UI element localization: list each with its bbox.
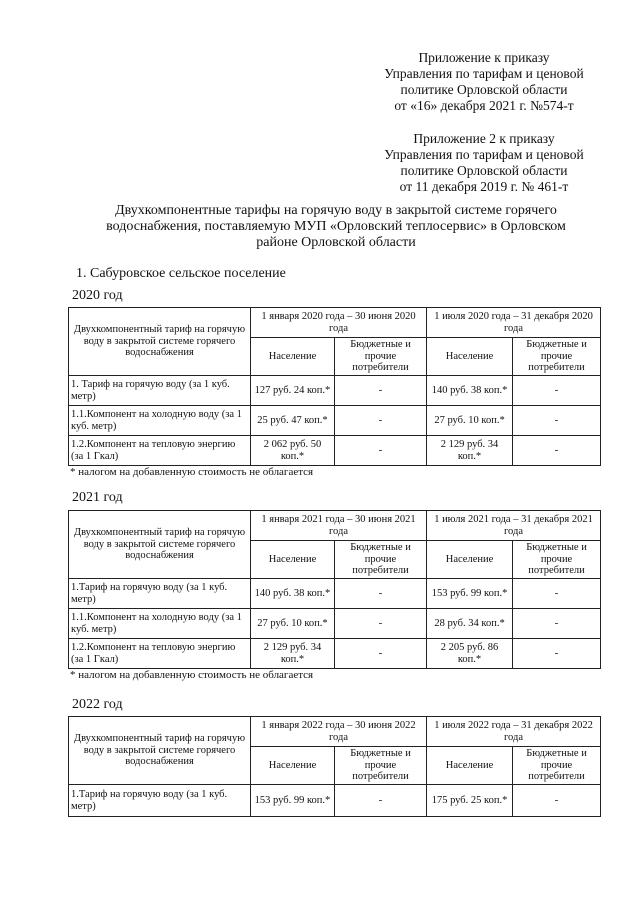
cell-population: 25 руб. 47 коп.* (251, 406, 335, 436)
table-row (69, 785, 601, 817)
cell-population: 153 руб. 99 коп.* (427, 579, 513, 609)
vat-note: * налогом на добавленную стоимость не облагается (70, 466, 314, 478)
cell-population: 127 руб. 24 коп.* (251, 376, 335, 406)
cell-population: 27 руб. 10 коп.* (427, 406, 513, 436)
cell-budget: - (513, 436, 601, 466)
header-main: Двухкомпонентный тариф на горячую воду в закрытой системе горячего водоснабжения (69, 717, 251, 785)
cell-population: 153 руб. 99 коп.* (251, 785, 335, 817)
header-period-2: 1 июля 2021 года – 31 декабря 2021 года (427, 511, 601, 541)
row-name: 1.1.Компонент на холодную воду (за 1 куб. метр) (69, 406, 251, 436)
cell-budget: - (335, 406, 427, 436)
table-row (69, 406, 601, 436)
section-heading: 1. Сабуровское сельское поселение (76, 266, 286, 281)
header-period-1: 1 января 2020 года – 30 июня 2020 года (251, 308, 427, 338)
row-name: 1.1.Компонент на холодную воду (за 1 куб. метр) (69, 609, 251, 639)
cell-budget: - (513, 785, 601, 817)
header-period-1: 1 января 2022 года – 30 июня 2022 года (251, 717, 427, 747)
table-row (69, 436, 601, 466)
header-line: Приложение 2 к приказу (413, 131, 555, 146)
cell-population: 140 руб. 38 коп.* (251, 579, 335, 609)
header-budget: Бюджетные и прочие потребители (513, 747, 601, 785)
title-line: районе Орловской области (256, 235, 416, 250)
row-name: 1.Тариф на горячую воду (за 1 куб. метр) (69, 785, 251, 817)
vat-note: * налогом на добавленную стоимость не облагается (70, 669, 314, 681)
header-population: Население (427, 541, 513, 579)
year-heading: 2022 год (72, 697, 123, 712)
table-row (69, 579, 601, 609)
cell-budget: - (335, 609, 427, 639)
cell-budget: - (513, 639, 601, 669)
header-line: политике Орловской области (400, 163, 568, 178)
title-line: Двухкомпонентные тарифы на горячую воду в закрытой системе горячего (115, 203, 557, 218)
header-line: Управления по тарифам и ценовой (384, 66, 584, 81)
header-main: Двухкомпонентный тариф на горячую воду в закрытой системе горячего водоснабжения (69, 308, 251, 376)
cell-budget: - (335, 436, 427, 466)
cell-population: 28 руб. 34 коп.* (427, 609, 513, 639)
cell-population: 140 руб. 38 коп.* (427, 376, 513, 406)
annex-2-header (364, 131, 604, 195)
cell-budget: - (513, 406, 601, 436)
cell-budget: - (513, 579, 601, 609)
cell-population: 2 129 руб. 34 коп.* (427, 436, 513, 466)
header-population: Население (251, 338, 335, 376)
tariff-table-2021 (68, 510, 601, 669)
header-line: от «16» декабря 2021 г. №574-т (394, 98, 574, 113)
header-budget: Бюджетные и прочие потребители (335, 541, 427, 579)
header-budget: Бюджетные и прочие потребители (513, 338, 601, 376)
header-budget: Бюджетные и прочие потребители (335, 747, 427, 785)
cell-budget: - (335, 579, 427, 609)
order-annex-header (364, 50, 604, 114)
header-line: Приложение к приказу (418, 50, 550, 65)
header-line: Управления по тарифам и ценовой (384, 147, 584, 162)
title-line: водоснабжения, поставляемую МУП «Орловский теплосервис» в Орловском (106, 219, 566, 234)
row-name: 1.2.Компонент на тепловую энергию (за 1 Гкал) (69, 436, 251, 466)
cell-population: 175 руб. 25 коп.* (427, 785, 513, 817)
cell-budget: - (335, 639, 427, 669)
year-heading: 2021 год (72, 490, 123, 505)
cell-budget: - (513, 376, 601, 406)
row-name: 1. Тариф на горячую воду (за 1 куб. метр) (69, 376, 251, 406)
tariff-table-2020 (68, 307, 601, 466)
cell-population: 2 205 руб. 86 коп.* (427, 639, 513, 669)
header-budget: Бюджетные и прочие потребители (335, 338, 427, 376)
header-population: Население (251, 747, 335, 785)
header-population: Население (427, 338, 513, 376)
row-name: 1.Тариф на горячую воду (за 1 куб. метр) (69, 579, 251, 609)
cell-population: 27 руб. 10 коп.* (251, 609, 335, 639)
table-row (69, 376, 601, 406)
tariff-table-2022 (68, 716, 601, 817)
header-period-2: 1 июля 2022 года – 31 декабря 2022 года (427, 717, 601, 747)
header-population: Население (251, 541, 335, 579)
header-period-2: 1 июля 2020 года – 31 декабря 2020 года (427, 308, 601, 338)
cell-population: 2 062 руб. 50 коп.* (251, 436, 335, 466)
header-line: политике Орловской области (400, 82, 568, 97)
table-row (69, 609, 601, 639)
header-main: Двухкомпонентный тариф на горячую воду в закрытой системе горячего водоснабжения (69, 511, 251, 579)
year-heading: 2020 год (72, 288, 123, 303)
cell-budget: - (513, 609, 601, 639)
cell-budget: - (335, 376, 427, 406)
header-period-1: 1 января 2021 года – 30 июня 2021 года (251, 511, 427, 541)
cell-budget: - (335, 785, 427, 817)
table-row (69, 639, 601, 669)
row-name: 1.2.Компонент на тепловую энергию (за 1 Гкал) (69, 639, 251, 669)
cell-population: 2 129 руб. 34 коп.* (251, 639, 335, 669)
header-budget: Бюджетные и прочие потребители (513, 541, 601, 579)
header-population: Население (427, 747, 513, 785)
header-line: от 11 декабря 2019 г. № 461-т (399, 179, 569, 194)
document-title (70, 203, 602, 251)
